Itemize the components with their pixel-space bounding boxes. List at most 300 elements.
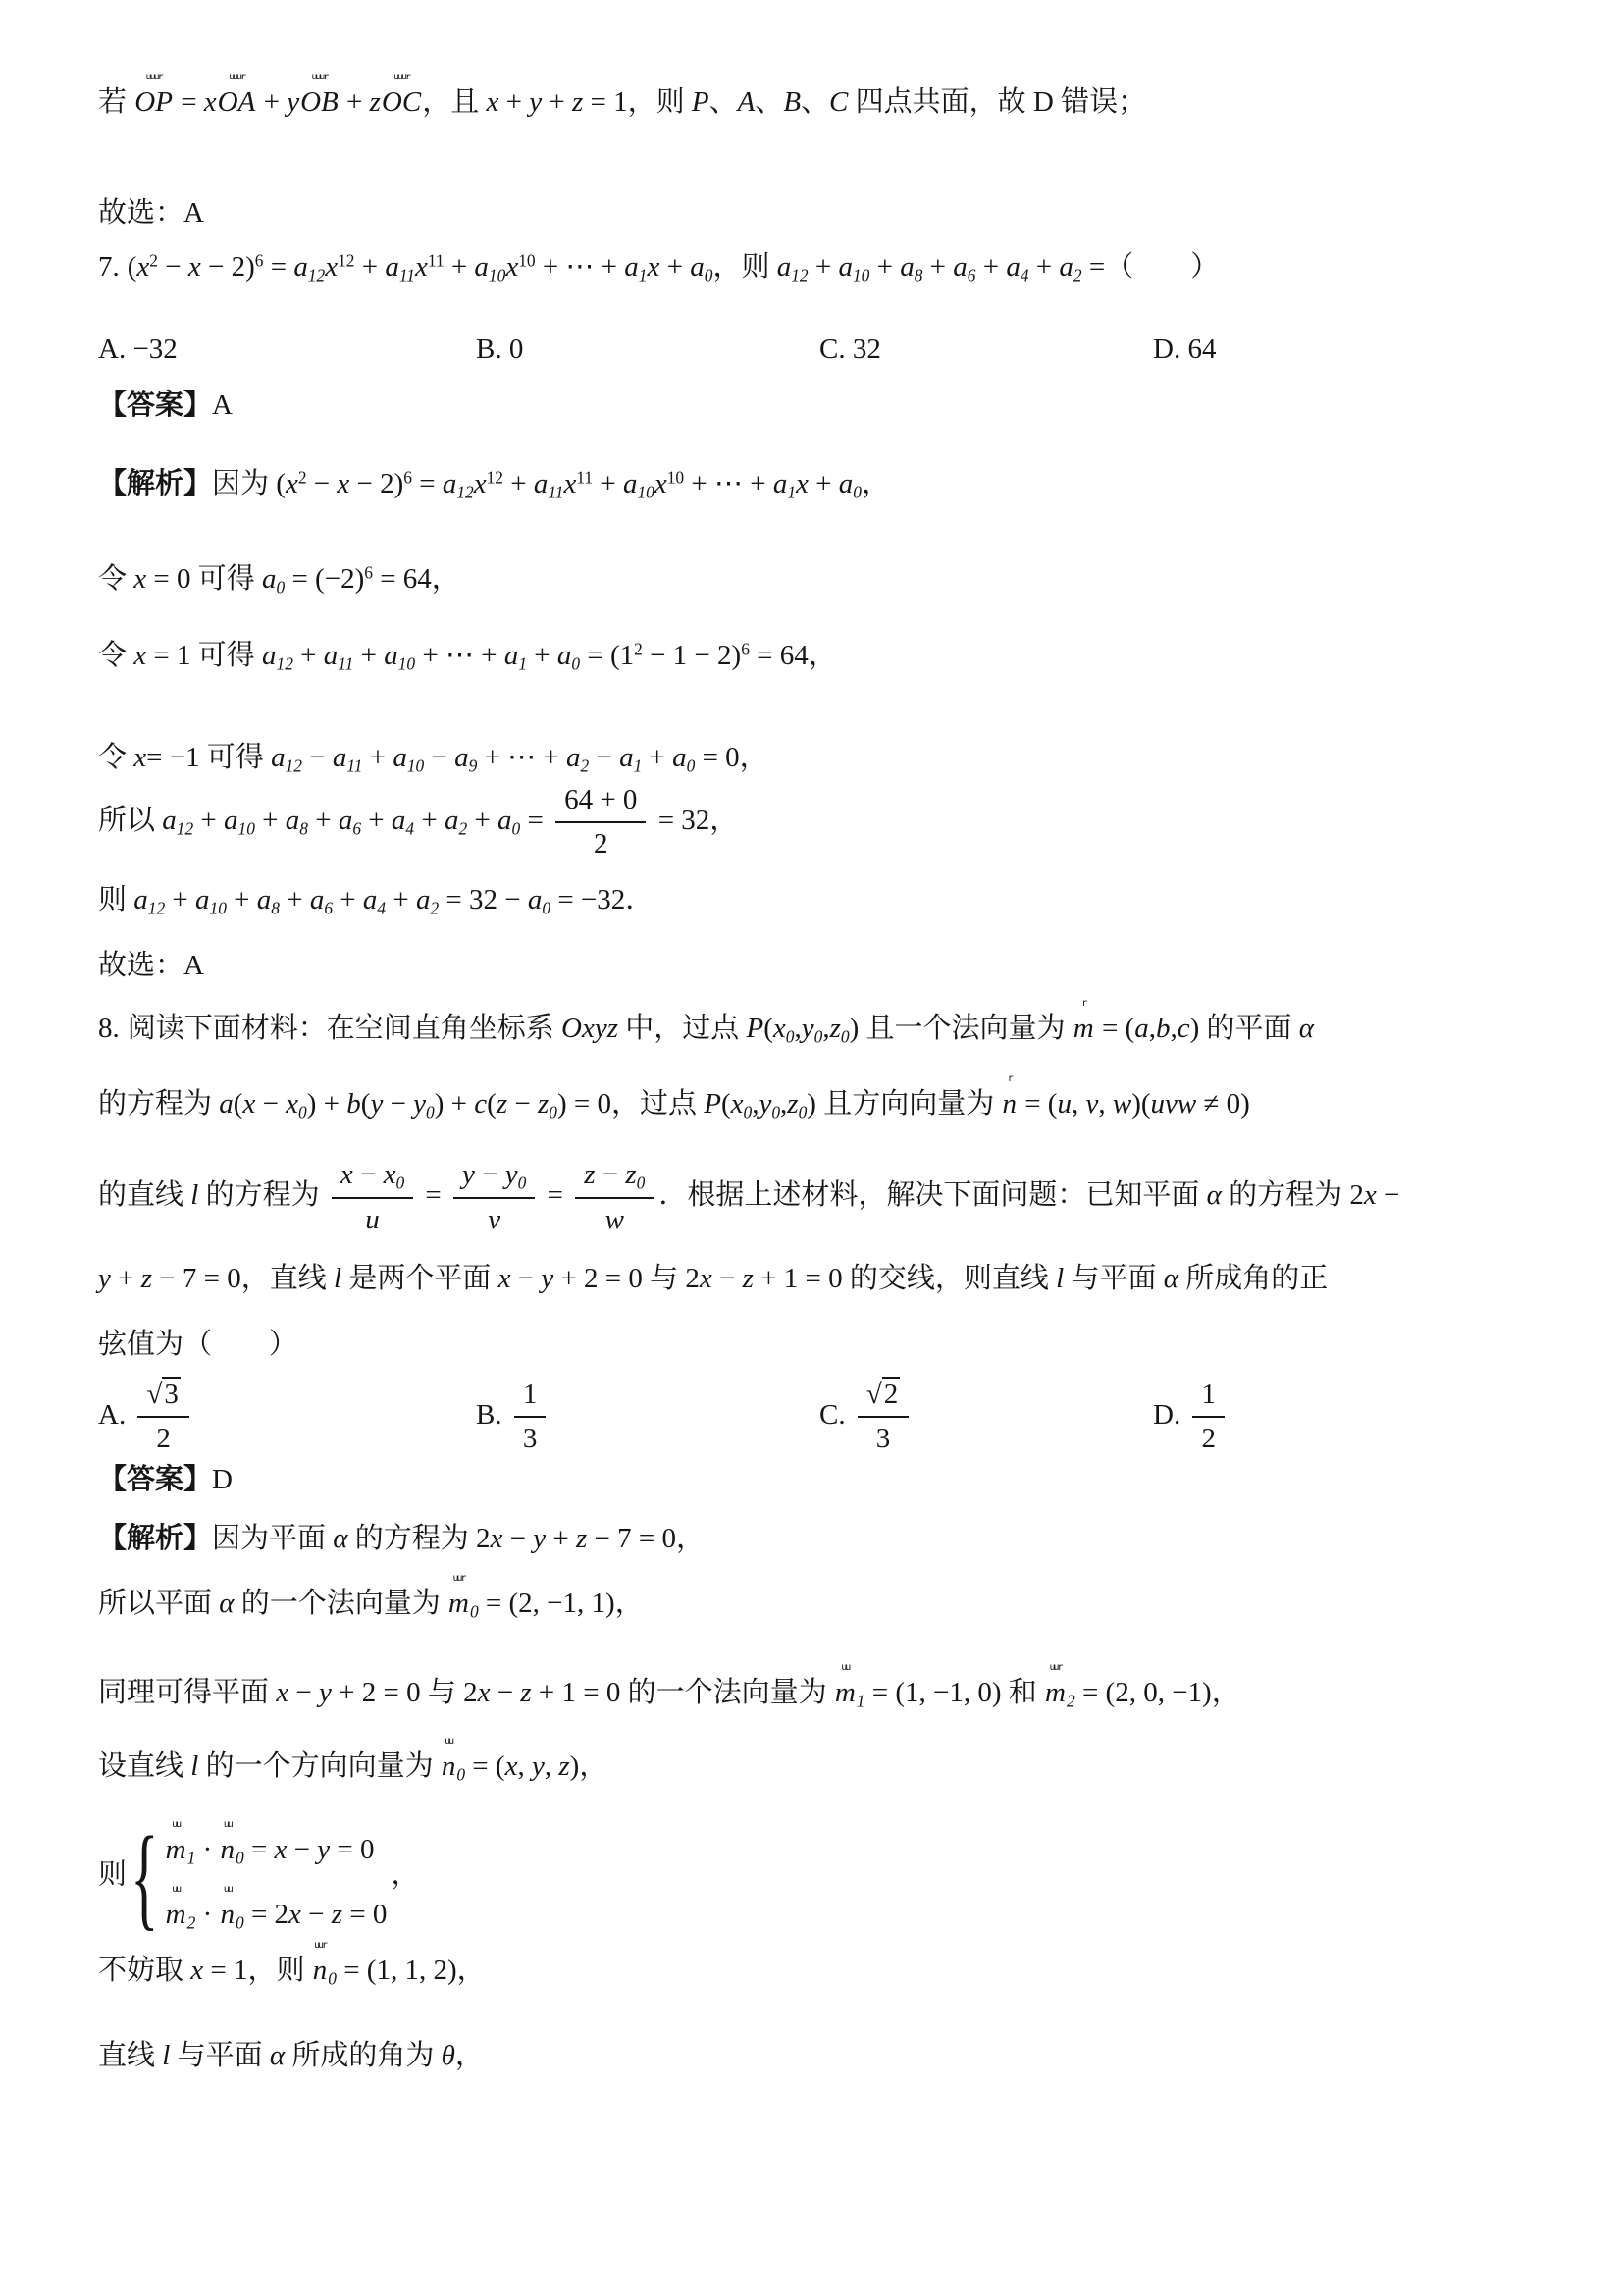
text-run: = 64， (372, 563, 460, 596)
math-run: a (474, 251, 489, 284)
text-run: + (593, 468, 623, 500)
text-run: = 64， (749, 639, 837, 671)
text-run: + 1 = 0 的交线，则直线 (753, 1263, 1057, 1295)
q8-options (98, 1377, 1564, 1457)
text-run: = (−2) (285, 563, 365, 596)
vector-arrow-mark: uu (841, 1661, 850, 1673)
subscript: 0 (549, 1102, 557, 1122)
text-run: + (256, 86, 288, 118)
vector-arrow-mark: uu (223, 1884, 232, 1896)
subscript: 0 (511, 817, 521, 838)
text-run: D. 64 (1153, 334, 1217, 366)
vector-arrow-mark: uur (1049, 1661, 1062, 1673)
vector (1002, 1072, 1017, 1122)
subscript: 8 (914, 265, 923, 286)
math-run: a (556, 639, 572, 671)
subscript: 0 (840, 1026, 850, 1047)
text-run: 2 (594, 827, 608, 860)
text-run: − 2) (349, 468, 404, 500)
q7-step-result (98, 882, 1564, 919)
text-run: + (467, 804, 498, 836)
math-run: a (566, 741, 581, 773)
text-run: C. 32 (819, 334, 881, 366)
math-run: x (133, 741, 147, 773)
subscript: 1 (186, 1849, 196, 1869)
math-run: a (285, 804, 300, 836)
subscript: 6 (352, 817, 362, 838)
text-run: = (1 (580, 639, 635, 671)
math-run: a (444, 804, 459, 836)
math-run: l (1056, 1263, 1065, 1295)
fraction (137, 1377, 188, 1457)
text-run: , (517, 1749, 532, 1782)
text-run: , (780, 1087, 788, 1120)
math-run: x (203, 86, 217, 118)
vector (165, 1819, 186, 1868)
text-run: , (794, 1012, 802, 1044)
text-run: 中，过点 (618, 1012, 747, 1044)
subscript: 0 (542, 898, 551, 918)
subscript: 0 (328, 1968, 337, 1989)
square-root (866, 1377, 900, 1410)
superscript: 10 (666, 467, 685, 488)
math-run: l (190, 1749, 199, 1782)
text-run: ( (487, 1087, 497, 1120)
math-run: x (772, 1012, 786, 1044)
text-run: = 0 可得 (146, 563, 262, 596)
text-run: + (226, 883, 257, 915)
vector-base: n (220, 1899, 235, 1931)
text-run: ， (454, 2039, 484, 2071)
superscript: 6 (403, 467, 412, 488)
text-run: + (361, 804, 392, 836)
q8-take-x1 (98, 1940, 1564, 1990)
math-run: x (796, 468, 809, 500)
subscript: 0 (853, 482, 862, 502)
math-run: x (504, 1749, 518, 1782)
text-run: = (2, 0, −1)， (1074, 1676, 1240, 1708)
math-run: a (362, 883, 378, 915)
subscript: 12 (307, 265, 326, 286)
math-run: a (900, 251, 915, 284)
fraction (1192, 1377, 1225, 1457)
text-run: 因为 ( (212, 468, 286, 500)
text-run: = 2 (243, 1899, 289, 1931)
superscript: 2 (634, 639, 643, 659)
subscript: 0 (235, 1912, 244, 1933)
text-run: − (510, 1263, 542, 1295)
q8-analysis (98, 1521, 1564, 1557)
superscript: 11 (576, 467, 594, 488)
subscript: 1 (856, 1691, 865, 1711)
text-run: + (307, 804, 339, 836)
vector-arrow-mark: uu (172, 1819, 181, 1831)
subscript: 6 (324, 898, 334, 918)
text-run: − (589, 741, 620, 773)
text-run: )， (569, 1749, 608, 1782)
text-run: = 1 可得 (146, 639, 262, 671)
vector-base: n (312, 1955, 328, 1987)
text-run: − (507, 1087, 538, 1120)
q8-answer (98, 1462, 1564, 1498)
math-run: x (490, 1522, 503, 1554)
text-run: + (808, 251, 839, 284)
math-run: y (533, 1522, 547, 1554)
square-root (146, 1377, 180, 1410)
math-run: a (527, 883, 543, 915)
math-run: y (504, 1159, 518, 1191)
math-run: a (619, 741, 634, 773)
subscript: 2 (1066, 1691, 1075, 1711)
text-run: 3 (522, 1422, 538, 1454)
text-run: = (2, −1, 1)， (478, 1587, 644, 1619)
text-run: + (659, 251, 691, 284)
text-run: + (1028, 251, 1060, 284)
text-run: − (300, 1899, 332, 1931)
math-run: a (219, 1087, 234, 1120)
math-run: P (746, 1012, 764, 1044)
vector-arrow-mark: r (1007, 1072, 1012, 1084)
text-run: , (544, 1749, 559, 1782)
vector-arrow-mark: uuur (311, 72, 328, 82)
text-run: = 1，则 (583, 86, 692, 118)
subscript: 10 (209, 898, 227, 918)
text-run: = ( (1094, 1012, 1135, 1044)
text-run: 2 (156, 1422, 171, 1454)
q8-stem-2 (98, 1072, 1564, 1123)
superscript: 6 (741, 639, 750, 659)
system-brace: { (131, 1812, 159, 1942)
math-run: a (838, 251, 853, 284)
option-d (1153, 1377, 1564, 1457)
vector-base: m (1073, 1012, 1094, 1044)
text-run: = (1, 1, 2)， (336, 1955, 486, 1987)
math-run: x (325, 251, 339, 284)
vector-base: n (441, 1749, 456, 1782)
text-run: 所以平面 (98, 1587, 220, 1619)
q8-stem-5 (98, 1327, 1564, 1363)
superscript: 10 (518, 250, 536, 271)
text-run: ) 的平面 (1189, 1012, 1299, 1044)
fraction-denominator (137, 1418, 188, 1457)
text-run: + 1 = 0 的一个法向量为 (531, 1676, 834, 1708)
vector-arrow-mark: uur (452, 1572, 465, 1584)
math-run: z (576, 1522, 588, 1554)
vector-base: n (1002, 1087, 1017, 1120)
fraction-denominator (575, 1199, 654, 1238)
math-run: x (337, 468, 350, 500)
math-run: x (242, 1087, 256, 1120)
fraction-denominator (858, 1418, 909, 1457)
q8-stem-1 (98, 997, 1564, 1048)
text-run: D (212, 1463, 233, 1495)
math-run: a (953, 251, 968, 284)
math-run: a (133, 883, 148, 915)
system-row (165, 1820, 388, 1869)
label-text: 【答案】 (98, 390, 213, 422)
fraction-denominator (332, 1199, 413, 1238)
subscript: 0 (571, 653, 581, 674)
label-text: 【解析】 (98, 1522, 213, 1554)
text-run: 与平面 (1064, 1263, 1164, 1295)
text-run: 所成的角为 (285, 2039, 442, 2071)
q8-stem-4 (98, 1261, 1564, 1297)
math-run: x (730, 1087, 744, 1120)
text-run: − (288, 1676, 319, 1708)
text-run: ) + (306, 1087, 347, 1120)
text-run: ≠ 0) (1196, 1087, 1250, 1120)
text-run: 令 (98, 639, 134, 671)
math-run: x (497, 1263, 511, 1295)
q7-analysis (98, 466, 1564, 503)
text-run: + (193, 804, 225, 836)
q7-stem (98, 249, 1564, 287)
math-run: x (133, 639, 147, 671)
subscript: 6 (967, 265, 976, 286)
text-run: − (158, 251, 188, 284)
math-run: α (1298, 1012, 1314, 1044)
math-run: l (162, 2039, 171, 2071)
superscript: 6 (364, 562, 373, 583)
math-run: a (442, 468, 457, 500)
superscript: 11 (427, 250, 445, 271)
text-run: 、 (801, 86, 830, 118)
text-run: − (383, 1087, 414, 1120)
math-run: uvw (1150, 1087, 1197, 1120)
vector-base: n (220, 1834, 235, 1866)
text-run: 7. (98, 251, 120, 284)
fraction-numerator (453, 1157, 535, 1199)
text-run: 1 (522, 1378, 538, 1410)
vector-arrow-mark: uuur (228, 72, 245, 82)
fraction-numerator (1192, 1377, 1225, 1418)
math-run: Oxyz (561, 1012, 618, 1044)
math-run: x (1363, 1179, 1377, 1212)
text-run: + (339, 86, 370, 118)
text-run: − 2) (200, 251, 255, 284)
math-run: a (224, 804, 238, 836)
q8-normals-m1-m2 (98, 1661, 1564, 1712)
math-run: z (829, 1012, 841, 1044)
radical-sign: √ (865, 1378, 882, 1410)
text-run: B. (476, 1398, 509, 1431)
q7-choice (98, 948, 1564, 984)
text-run: = 32， (651, 804, 739, 836)
text-run: + (292, 639, 324, 671)
vector (441, 1735, 456, 1785)
math-run: x (473, 468, 487, 500)
vector-arrow-mark: uu (172, 1884, 181, 1896)
text-run: + ⋯ + (684, 468, 773, 500)
math-run: z (331, 1899, 343, 1931)
equation-system (131, 1812, 388, 1942)
text-run: + (527, 639, 557, 671)
math-run: x (654, 468, 667, 500)
math-run: x (285, 468, 298, 500)
math-run: P (704, 1087, 721, 1120)
fraction (555, 782, 646, 862)
math-run: a (293, 251, 308, 284)
text-run: = 0 (330, 1834, 375, 1866)
text-run: 8. (98, 1012, 120, 1044)
vector (834, 1661, 856, 1711)
subscript: 10 (397, 653, 416, 674)
text-run: − (474, 1159, 505, 1191)
vector (217, 72, 256, 121)
subscript: 10 (237, 817, 255, 838)
text-run: ， (861, 468, 890, 500)
fraction (575, 1157, 654, 1238)
text-run: + (279, 883, 310, 915)
math-run: a (1059, 251, 1073, 284)
math-run: w (1112, 1087, 1132, 1120)
text-run: = (411, 468, 443, 500)
text-run: ( (360, 1087, 371, 1120)
vector (381, 72, 422, 121)
math-run: a (415, 883, 431, 915)
subscript: 1 (633, 756, 643, 776)
math-run: c (474, 1087, 488, 1120)
vector (1045, 1661, 1066, 1711)
fraction (332, 1157, 413, 1238)
superscript: 12 (486, 467, 503, 488)
text-run: ( (763, 1012, 773, 1044)
text-run: = (243, 1834, 275, 1866)
math-run: x (486, 86, 499, 118)
text-run: = (418, 1179, 449, 1212)
option-c (819, 1377, 1153, 1457)
subscript: 0 (798, 1102, 808, 1122)
text-run: 故选：A (98, 197, 204, 230)
math-run: y (287, 86, 300, 118)
text-run: ) 且方向向量为 (807, 1087, 1002, 1120)
math-run: α (1163, 1263, 1178, 1295)
subscript: 0 (704, 265, 713, 286)
math-run: a (384, 639, 398, 671)
text-run: ，则 (712, 251, 777, 284)
fraction-numerator (575, 1157, 654, 1199)
vector (448, 1572, 469, 1622)
math-run: a (262, 639, 277, 671)
math-run: l (334, 1263, 342, 1295)
math-run: a (309, 883, 325, 915)
math-run: z (742, 1263, 754, 1295)
text-run: ) + (434, 1087, 475, 1120)
radicand: 2 (883, 1378, 899, 1410)
vector (1073, 997, 1094, 1047)
math-run: x (133, 563, 147, 596)
math-run: x (340, 1159, 353, 1191)
math-run: a (503, 639, 519, 671)
superscript: 2 (297, 467, 307, 488)
text-run: 则 (98, 1858, 128, 1891)
text-run: 的方程为 2 (1221, 1179, 1364, 1212)
subscript: 8 (271, 898, 280, 918)
vector-base: m (165, 1834, 186, 1866)
text-run: + (922, 251, 954, 284)
text-run: ( (233, 1087, 243, 1120)
text-run: · (195, 1834, 220, 1866)
math-run: x (383, 1159, 396, 1191)
text-run: = (173, 86, 204, 118)
q8-stem-3 (98, 1157, 1564, 1238)
text-run: 故选：A (98, 949, 204, 981)
text-run: − (595, 1159, 626, 1191)
text-run: + 2 = 0 与 2 (553, 1263, 700, 1295)
vector-base: m (165, 1899, 186, 1931)
subscript: 0 (395, 1173, 405, 1193)
math-run: y (541, 1263, 554, 1295)
text-run: , (1148, 1012, 1156, 1044)
text-run: = ( (465, 1749, 505, 1782)
math-run: x (414, 251, 428, 284)
text-run: + (542, 86, 572, 118)
text-run: = 0， (695, 741, 768, 773)
text-run: ) 且一个法向量为 (849, 1012, 1073, 1044)
subscript: 2 (580, 756, 590, 776)
math-run: z (558, 1749, 570, 1782)
option-c (819, 332, 1153, 368)
math-run: a (393, 741, 407, 773)
subscript: 12 (147, 898, 166, 918)
text-run: − (711, 1263, 743, 1295)
vector-base: OC (381, 86, 422, 118)
text-run: + (386, 883, 416, 915)
vector (134, 72, 173, 121)
text-run: ， (391, 1858, 420, 1891)
q8-direction-n0 (98, 1735, 1564, 1786)
math-run: x (563, 468, 577, 500)
text-run: 的一个法向量为 (234, 1587, 448, 1619)
subscript: 12 (456, 482, 474, 502)
math-run: a (323, 639, 339, 671)
math-run: x (477, 1676, 491, 1708)
subscript: 2 (430, 898, 440, 918)
text-run: ( (720, 1087, 731, 1120)
math-run: a (1006, 251, 1021, 284)
text-run: 的一个方向向量为 (198, 1749, 441, 1782)
fraction-denominator (555, 823, 646, 862)
math-run: x (190, 1955, 204, 1987)
text-run: − 1 − 2) (642, 639, 742, 671)
text-run: )( (1131, 1087, 1151, 1120)
text-run: = (540, 1179, 571, 1212)
text-run: · (195, 1899, 220, 1931)
math-run: y (531, 1749, 545, 1782)
subscript: 2 (1073, 265, 1082, 286)
subscript: 9 (468, 756, 478, 776)
math-run: a (454, 741, 469, 773)
text-run: =（ ） (1081, 251, 1220, 284)
fraction-numerator (514, 1377, 547, 1418)
superscript: 12 (338, 250, 355, 271)
subscript: 11 (338, 653, 354, 674)
text-run: A. (98, 1398, 133, 1431)
fraction-numerator (332, 1157, 413, 1199)
text-run: + (975, 251, 1007, 284)
text-run: − (287, 1834, 318, 1866)
text-run: + (354, 251, 386, 284)
text-run: 、 (755, 86, 784, 118)
math-run: x (505, 251, 519, 284)
subscript: 0 (636, 1173, 646, 1193)
math-run: z (571, 86, 584, 118)
text-run: + (353, 639, 385, 671)
text-run: − (1376, 1179, 1400, 1212)
text-run: 的方程为 (198, 1179, 327, 1212)
subscript: 4 (405, 817, 415, 838)
radicand: 3 (164, 1378, 179, 1410)
